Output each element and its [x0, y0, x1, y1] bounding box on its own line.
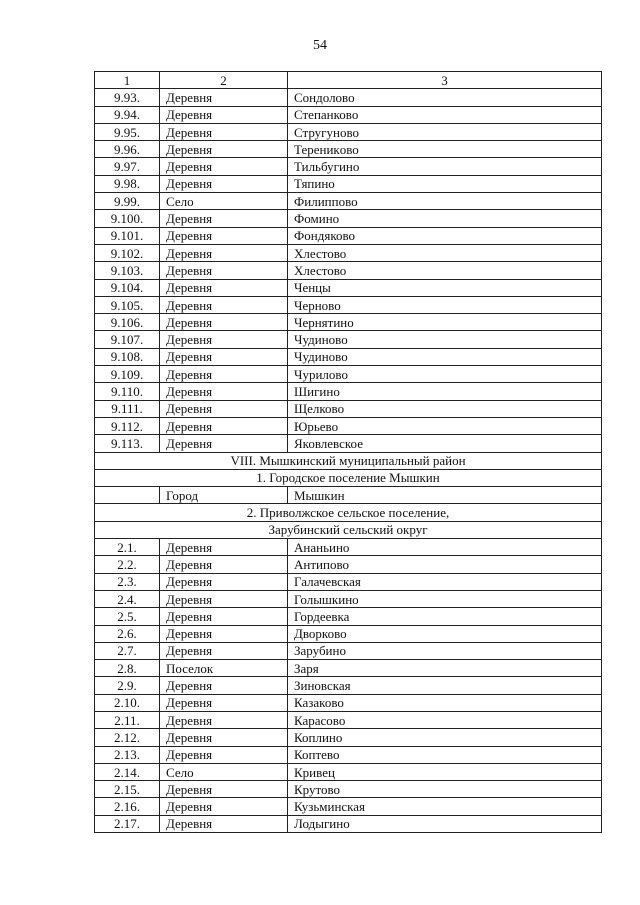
settlement-type: Деревня — [160, 210, 288, 227]
table-row — [95, 781, 602, 798]
settlement-type: Деревня — [160, 815, 288, 832]
section-heading-city: 1. Городское поселение Мышкин — [95, 469, 602, 486]
row-number: 9.110. — [95, 383, 160, 400]
section-heading-rural-district: Зарубинский сельский округ — [95, 521, 602, 538]
settlement-type: Деревня — [160, 573, 288, 590]
table-row — [95, 677, 602, 694]
row-number: 2.15. — [95, 781, 160, 798]
table-row — [95, 417, 602, 434]
row-number: 2.12. — [95, 729, 160, 746]
settlement-name: Чудиново — [288, 348, 602, 365]
settlement-type: Деревня — [160, 296, 288, 313]
row-number: 9.93. — [95, 89, 160, 106]
section-row — [95, 452, 602, 469]
table-row — [95, 608, 602, 625]
settlement-type: Деревня — [160, 158, 288, 175]
row-number: 2.14. — [95, 763, 160, 780]
row-number: 9.100. — [95, 210, 160, 227]
row-number — [95, 487, 160, 504]
table-row — [95, 694, 602, 711]
page-number: 54 — [313, 38, 327, 53]
table-row — [95, 383, 602, 400]
table-row — [95, 711, 602, 728]
section-row — [95, 469, 602, 486]
settlement-type: Деревня — [160, 348, 288, 365]
settlements-table — [94, 71, 602, 833]
table-row — [95, 815, 602, 832]
table-row — [95, 366, 602, 383]
settlement-name: Стругуново — [288, 123, 602, 140]
table-row — [95, 123, 602, 140]
settlement-name: Зарубино — [288, 642, 602, 659]
settlement-type: Деревня — [160, 244, 288, 261]
settlement-type: Деревня — [160, 642, 288, 659]
settlement-type: Поселок — [160, 660, 288, 677]
settlement-type: Деревня — [160, 798, 288, 815]
settlement-type: Деревня — [160, 227, 288, 244]
settlement-type: Деревня — [160, 746, 288, 763]
table-row — [95, 244, 602, 261]
row-number: 9.113. — [95, 435, 160, 452]
row-number: 2.2. — [95, 556, 160, 573]
settlement-type: Деревня — [160, 123, 288, 140]
table-row — [95, 279, 602, 296]
settlement-type: Деревня — [160, 435, 288, 452]
row-number: 2.11. — [95, 711, 160, 728]
row-number: 2.4. — [95, 590, 160, 607]
row-number: 9.94. — [95, 106, 160, 123]
table-row — [95, 314, 602, 331]
section-heading-district: VIII. Мышкинский муниципальный район — [95, 452, 602, 469]
settlement-type: Деревня — [160, 383, 288, 400]
settlement-name: Карасово — [288, 711, 602, 728]
settlement-type: Село — [160, 763, 288, 780]
row-number: 9.101. — [95, 227, 160, 244]
settlement-type: Деревня — [160, 711, 288, 728]
table-row — [95, 331, 602, 348]
settlement-name: Степанково — [288, 106, 602, 123]
settlement-type: Деревня — [160, 625, 288, 642]
row-number: 9.107. — [95, 331, 160, 348]
settlement-name: Чудиново — [288, 331, 602, 348]
row-number: 9.102. — [95, 244, 160, 261]
table-row — [95, 141, 602, 158]
settlement-name: Щелково — [288, 400, 602, 417]
settlement-name: Тяпино — [288, 175, 602, 192]
table-row — [95, 262, 602, 279]
row-number: 2.7. — [95, 642, 160, 659]
settlement-name: Ченцы — [288, 279, 602, 296]
table-row — [95, 348, 602, 365]
column-header-name: 3 — [288, 72, 602, 89]
table-row — [95, 590, 602, 607]
settlement-name: Черново — [288, 296, 602, 313]
table-row — [95, 400, 602, 417]
settlement-type: Деревня — [160, 694, 288, 711]
table-row — [95, 642, 602, 659]
row-number: 9.109. — [95, 366, 160, 383]
settlement-name: Крутово — [288, 781, 602, 798]
settlement-name: Тереникoво — [288, 141, 602, 158]
row-number: 9.98. — [95, 175, 160, 192]
row-number: 9.99. — [95, 193, 160, 210]
row-number: 9.104. — [95, 279, 160, 296]
section-row — [95, 521, 602, 538]
table-row — [95, 539, 602, 556]
row-number: 2.17. — [95, 815, 160, 832]
settlement-name: Зиновская — [288, 677, 602, 694]
row-number: 9.105. — [95, 296, 160, 313]
row-number: 9.108. — [95, 348, 160, 365]
settlement-type: Деревня — [160, 279, 288, 296]
settlement-name: Кривец — [288, 763, 602, 780]
settlement-name: Лодыгино — [288, 815, 602, 832]
settlement-type: Деревня — [160, 417, 288, 434]
column-header-number: 1 — [95, 72, 160, 89]
settlement-name: Коплино — [288, 729, 602, 746]
row-number: 2.10. — [95, 694, 160, 711]
settlement-type: Деревня — [160, 314, 288, 331]
settlement-type: Деревня — [160, 781, 288, 798]
settlement-type: Деревня — [160, 608, 288, 625]
row-number: 9.112. — [95, 417, 160, 434]
row-number: 2.5. — [95, 608, 160, 625]
settlement-name: Мышкин — [288, 487, 602, 504]
table-row — [95, 798, 602, 815]
table-row — [95, 487, 602, 504]
settlement-name: Казаково — [288, 694, 602, 711]
settlement-name: Хлестово — [288, 262, 602, 279]
settlement-type: Деревня — [160, 556, 288, 573]
settlement-name: Юрьево — [288, 417, 602, 434]
settlement-type: Деревня — [160, 590, 288, 607]
settlement-type: Деревня — [160, 400, 288, 417]
settlement-name: Фондяково — [288, 227, 602, 244]
table-row — [95, 175, 602, 192]
settlement-type: Деревня — [160, 175, 288, 192]
table-header-row — [95, 72, 602, 89]
settlement-type: Деревня — [160, 677, 288, 694]
settlement-name: Хлестово — [288, 244, 602, 261]
row-number: 9.106. — [95, 314, 160, 331]
settlement-type: Деревня — [160, 262, 288, 279]
row-number: 9.103. — [95, 262, 160, 279]
row-number: 9.97. — [95, 158, 160, 175]
table-row — [95, 763, 602, 780]
settlement-type: Деревня — [160, 729, 288, 746]
settlement-name: Голышкино — [288, 590, 602, 607]
row-number: 9.111. — [95, 400, 160, 417]
row-number: 2.9. — [95, 677, 160, 694]
table-row — [95, 89, 602, 106]
table-row — [95, 106, 602, 123]
table-row — [95, 556, 602, 573]
settlement-name: Дворково — [288, 625, 602, 642]
settlement-name: Яковлевское — [288, 435, 602, 452]
settlement-name: Ананьино — [288, 539, 602, 556]
settlement-name: Коптево — [288, 746, 602, 763]
settlement-name: Тильбугино — [288, 158, 602, 175]
row-number: 2.8. — [95, 660, 160, 677]
section-heading-rural-settlement: 2. Приволжское сельское поселение, — [95, 504, 602, 521]
settlement-type: Деревня — [160, 89, 288, 106]
settlement-name: Заря — [288, 660, 602, 677]
table-row — [95, 435, 602, 452]
row-number: 2.6. — [95, 625, 160, 642]
settlement-name: Шигино — [288, 383, 602, 400]
table-row — [95, 210, 602, 227]
row-number: 2.13. — [95, 746, 160, 763]
settlement-type: Город — [160, 487, 288, 504]
table-row — [95, 625, 602, 642]
table-row — [95, 193, 602, 210]
settlement-name: Гордеевка — [288, 608, 602, 625]
settlement-name: Чурилово — [288, 366, 602, 383]
table-row — [95, 158, 602, 175]
settlement-type: Деревня — [160, 106, 288, 123]
settlement-type: Деревня — [160, 366, 288, 383]
settlement-name: Филиппово — [288, 193, 602, 210]
settlement-name: Сондолово — [288, 89, 602, 106]
settlement-type: Деревня — [160, 539, 288, 556]
settlement-type: Деревня — [160, 331, 288, 348]
settlement-name: Кузьминская — [288, 798, 602, 815]
table-row — [95, 746, 602, 763]
settlement-name: Фомино — [288, 210, 602, 227]
settlement-name: Антипово — [288, 556, 602, 573]
table-row — [95, 729, 602, 746]
settlement-type: Село — [160, 193, 288, 210]
row-number: 9.96. — [95, 141, 160, 158]
row-number: 2.3. — [95, 573, 160, 590]
column-header-type: 2 — [160, 72, 288, 89]
table-row — [95, 573, 602, 590]
section-row — [95, 504, 602, 521]
table-row — [95, 660, 602, 677]
table-row — [95, 296, 602, 313]
row-number: 2.1. — [95, 539, 160, 556]
settlement-type: Деревня — [160, 141, 288, 158]
row-number: 2.16. — [95, 798, 160, 815]
table-row — [95, 227, 602, 244]
settlement-name: Чернятино — [288, 314, 602, 331]
row-number: 9.95. — [95, 123, 160, 140]
settlement-name: Галачевская — [288, 573, 602, 590]
